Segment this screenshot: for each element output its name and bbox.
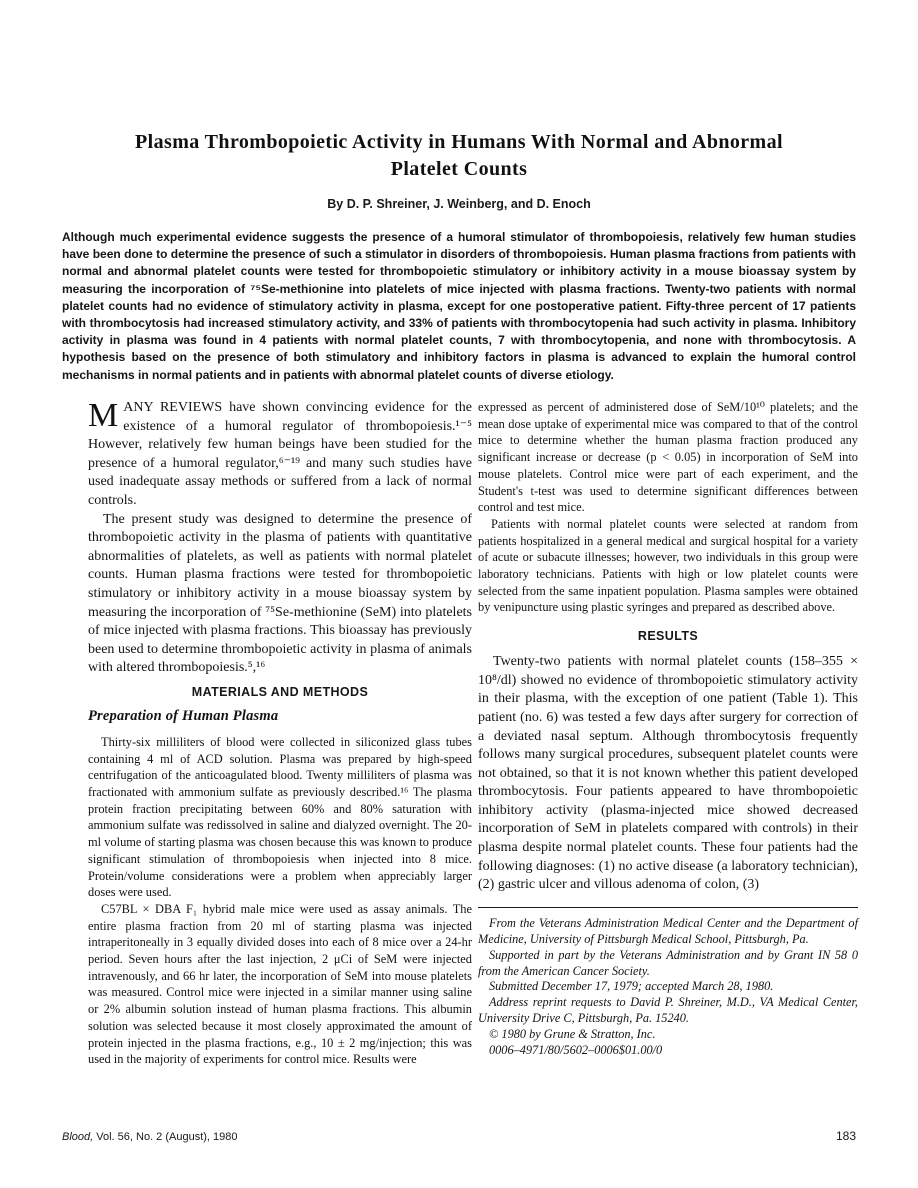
left-column — [88, 399, 472, 1068]
preparation-of-human-plasma-subheading: Preparation of Human Plasma — [88, 707, 279, 724]
footnote-block — [478, 907, 858, 1059]
footnote-affiliation: From the Veterans Administration Medical Center and the Department of Medicine, University of Pittsburgh Medical School, Pittsburgh, Pa. — [478, 915, 858, 946]
right-column — [478, 399, 858, 1059]
drop-cap: M — [88, 397, 119, 434]
intro-paragraph — [88, 399, 472, 511]
journal-citation — [62, 1131, 238, 1143]
footnote-submission-dates: Submitted December 17, 1979; accepted March 28, 1980. — [489, 979, 774, 994]
footnote-support: Supported in part by the Veterans Administration and by Grant IN 58 0 from the American Cancer Society. — [478, 947, 858, 978]
study-design-paragraph: The present study was designed to determine the presence of thrombopoietic activity in the plasma of patients with quantitative abnormalities of platelets, as well as patients with normal platelet counts. Human plasma fractions were tested for thrombopoietic stimulatory or inhibitory activity in a mouse bioassay system by measuring the incorporation of ⁷⁵Se-methionine (SeM) into platelets of mice injected with plasma fractions. This bioassay has previously been used to determine thrombopoietic activity in plasma of animals with altered thrombopoiesis.⁵,¹⁶ — [88, 511, 472, 676]
footnote-copyright: © 1980 by Grune & Stratton, Inc. — [489, 1027, 656, 1042]
journal-issue-info: Vol. 56, No. 2 (August), 1980 — [93, 1131, 238, 1143]
results-paragraph-1: Twenty-two patients with normal platelet counts (158–355 × 10⁸/dl) showed no evidence of thrombopoietic stimulatory activity in their plasma, with the exception of one patient (Table 1). This patient (no. 6) was tested a few days after surgery for correction of a deviated nasal septum. Although thrombocytosis frequently follows many surgical procedures, subsequent platelet counts were not obtained, so that it is not known whether this patient developed thrombocytosis. Four patients appeared to have thrombopoietic inhibitory activity (plasma-injected mice showed decreased incorporation of SeM in platelets compared with controls) in their plasma despite normal platelet counts. These four patients had the following diagnoses: (1) no active disease (a laboratory technician), (2) gastric ulcer and villous adenoma of colon, (3) — [478, 654, 858, 893]
methods-paragraph-3: expressed as percent of administered dose of SeM/10¹⁰ platelets; and the mean dose uptake of experimental mice was compared to that of the control mice to determine whether the human plasma fraction produced any significant increase or decrease (p < 0.05) in incorporation of SeM into mouse platelets. Control mice were part of each experiment, and the Student's t-test was used to determine significant differences between control and test mice. — [478, 400, 858, 515]
footnote-issn-code: 0006–4971/80/5602–0006$01.00/0 — [489, 1043, 663, 1058]
methods-paragraph-2: C57BL × DBA F₁ hybrid male mice were used as assay animals. The entire plasma fraction from 20 ml of starting plasma was injected intraperitoneally in 3 equally divided doses into each of 8 mice over a 24-hr period. Seven hours after the last injection, 2 μCi of SeM were injected intravenously, and 66 hr later, the incorporation of SeM into mouse platelets was measured. Control mice were injected in a similar manner using saline or 2% albumin solution instead of human plasma fractions. This albumin solution was selected because it most closely approximated the amount of protein injected in the plasma fractions, e.g., 10 ± 2 mg/injection; this was used in the majority of experiments for control mice. Results were — [88, 901, 472, 1067]
abstract-paragraph: Although much experimental evidence suggests the presence of a humoral stimulator of thrombopoiesis, relatively few human studies have been done to determine the presence of such a stimulator in disorders of thrombopoiesis. Human plasma fractions from patients with normal and abnormal platelet counts were tested for thrombopoietic stimulatory or inhibitory activity in a mouse bioassay system by measuring the incorporation of ⁷⁵Se-methionine into platelets of mice injected with plasma fractions. Twenty-two patients with normal platelet counts had no evidence of stimulatory activity in plasma, except for one postoperative patient. Fifty-three percent of 17 patients with thrombocytosis had increased stimulatory activity, and 33% of patients with thrombocytopenia had such activity in plasma. Inhibitory activity in plasma was found in 4 patients with normal platelet counts, 7 with thrombocytopenia, and none with thrombocytosis. A hypothesis based on the presence of both stimulatory and inhibitory factors in plasma is advanced to explain the humoral control mechanisms in normal patients and in patients with abnormal platelet counts of diverse etiology. — [62, 230, 856, 382]
page-number: 183 — [835, 1129, 856, 1143]
article-byline: By D. P. Shreiner, J. Weinberg, and D. Enoch — [327, 197, 591, 211]
title-block — [0, 129, 918, 211]
methods-paragraph-1: Thirty-six milliliters of blood were collected in siliconized glass tubes containing 4 ml of ACD solution. Plasma was prepared by high-speed centrifugation of the anticoagulated blood. Twenty milliliters of plasma was fractionated with ammonium sulfate as previously described.¹⁶ The plasma protein fraction precipitating between 60% and 80% saturation with ammonium sulfate was redissolved in saline and dialyzed overnight. The 20-ml volume of starting plasma was chosen because this was known to produce significant stimulation of thrombopoiesis when injected into 8 mice. Protein/volume considerations were a problem when appreciably larger doses were used. — [88, 734, 472, 900]
methods-paragraph-4: Patients with normal platelet counts were selected at random from patients hospitalized in a general medical and surgical hospital for a variety of acute or subacute illnesses; however, two individuals in this group were laboratory technicians. Patients with high or low platelet counts were selected from the same inpatient population. Plasma samples were obtained by venipuncture using plastic syringes and prepared as described above. — [478, 516, 858, 615]
footnote-divider — [478, 907, 858, 908]
page-footer — [62, 1129, 856, 1143]
intro-text: ANY REVIEWS have shown convincing evidence for the existence of a humoral regulator of thrombopoiesis.¹⁻⁵ However, relatively few human beings have been studied for the presence of a humoral regulator,⁶⁻¹⁹ and many such studies have used inadequate assay methods or suffered from a lack of normal controls. — [88, 400, 472, 508]
materials-and-methods-heading: MATERIALS AND METHODS — [191, 684, 369, 699]
article-title: Plasma Thrombopoietic Activity in Humans With Normal and Abnormal Platelet Counts — [135, 131, 783, 180]
journal-name: Blood, — [62, 1131, 94, 1143]
footnote-reprint-requests: Address reprint requests to David P. Shreiner, M.D., VA Medical Center, University Drive C, Pittsburgh, Pa. 15240. — [478, 995, 858, 1026]
results-heading: RESULTS — [637, 629, 699, 644]
